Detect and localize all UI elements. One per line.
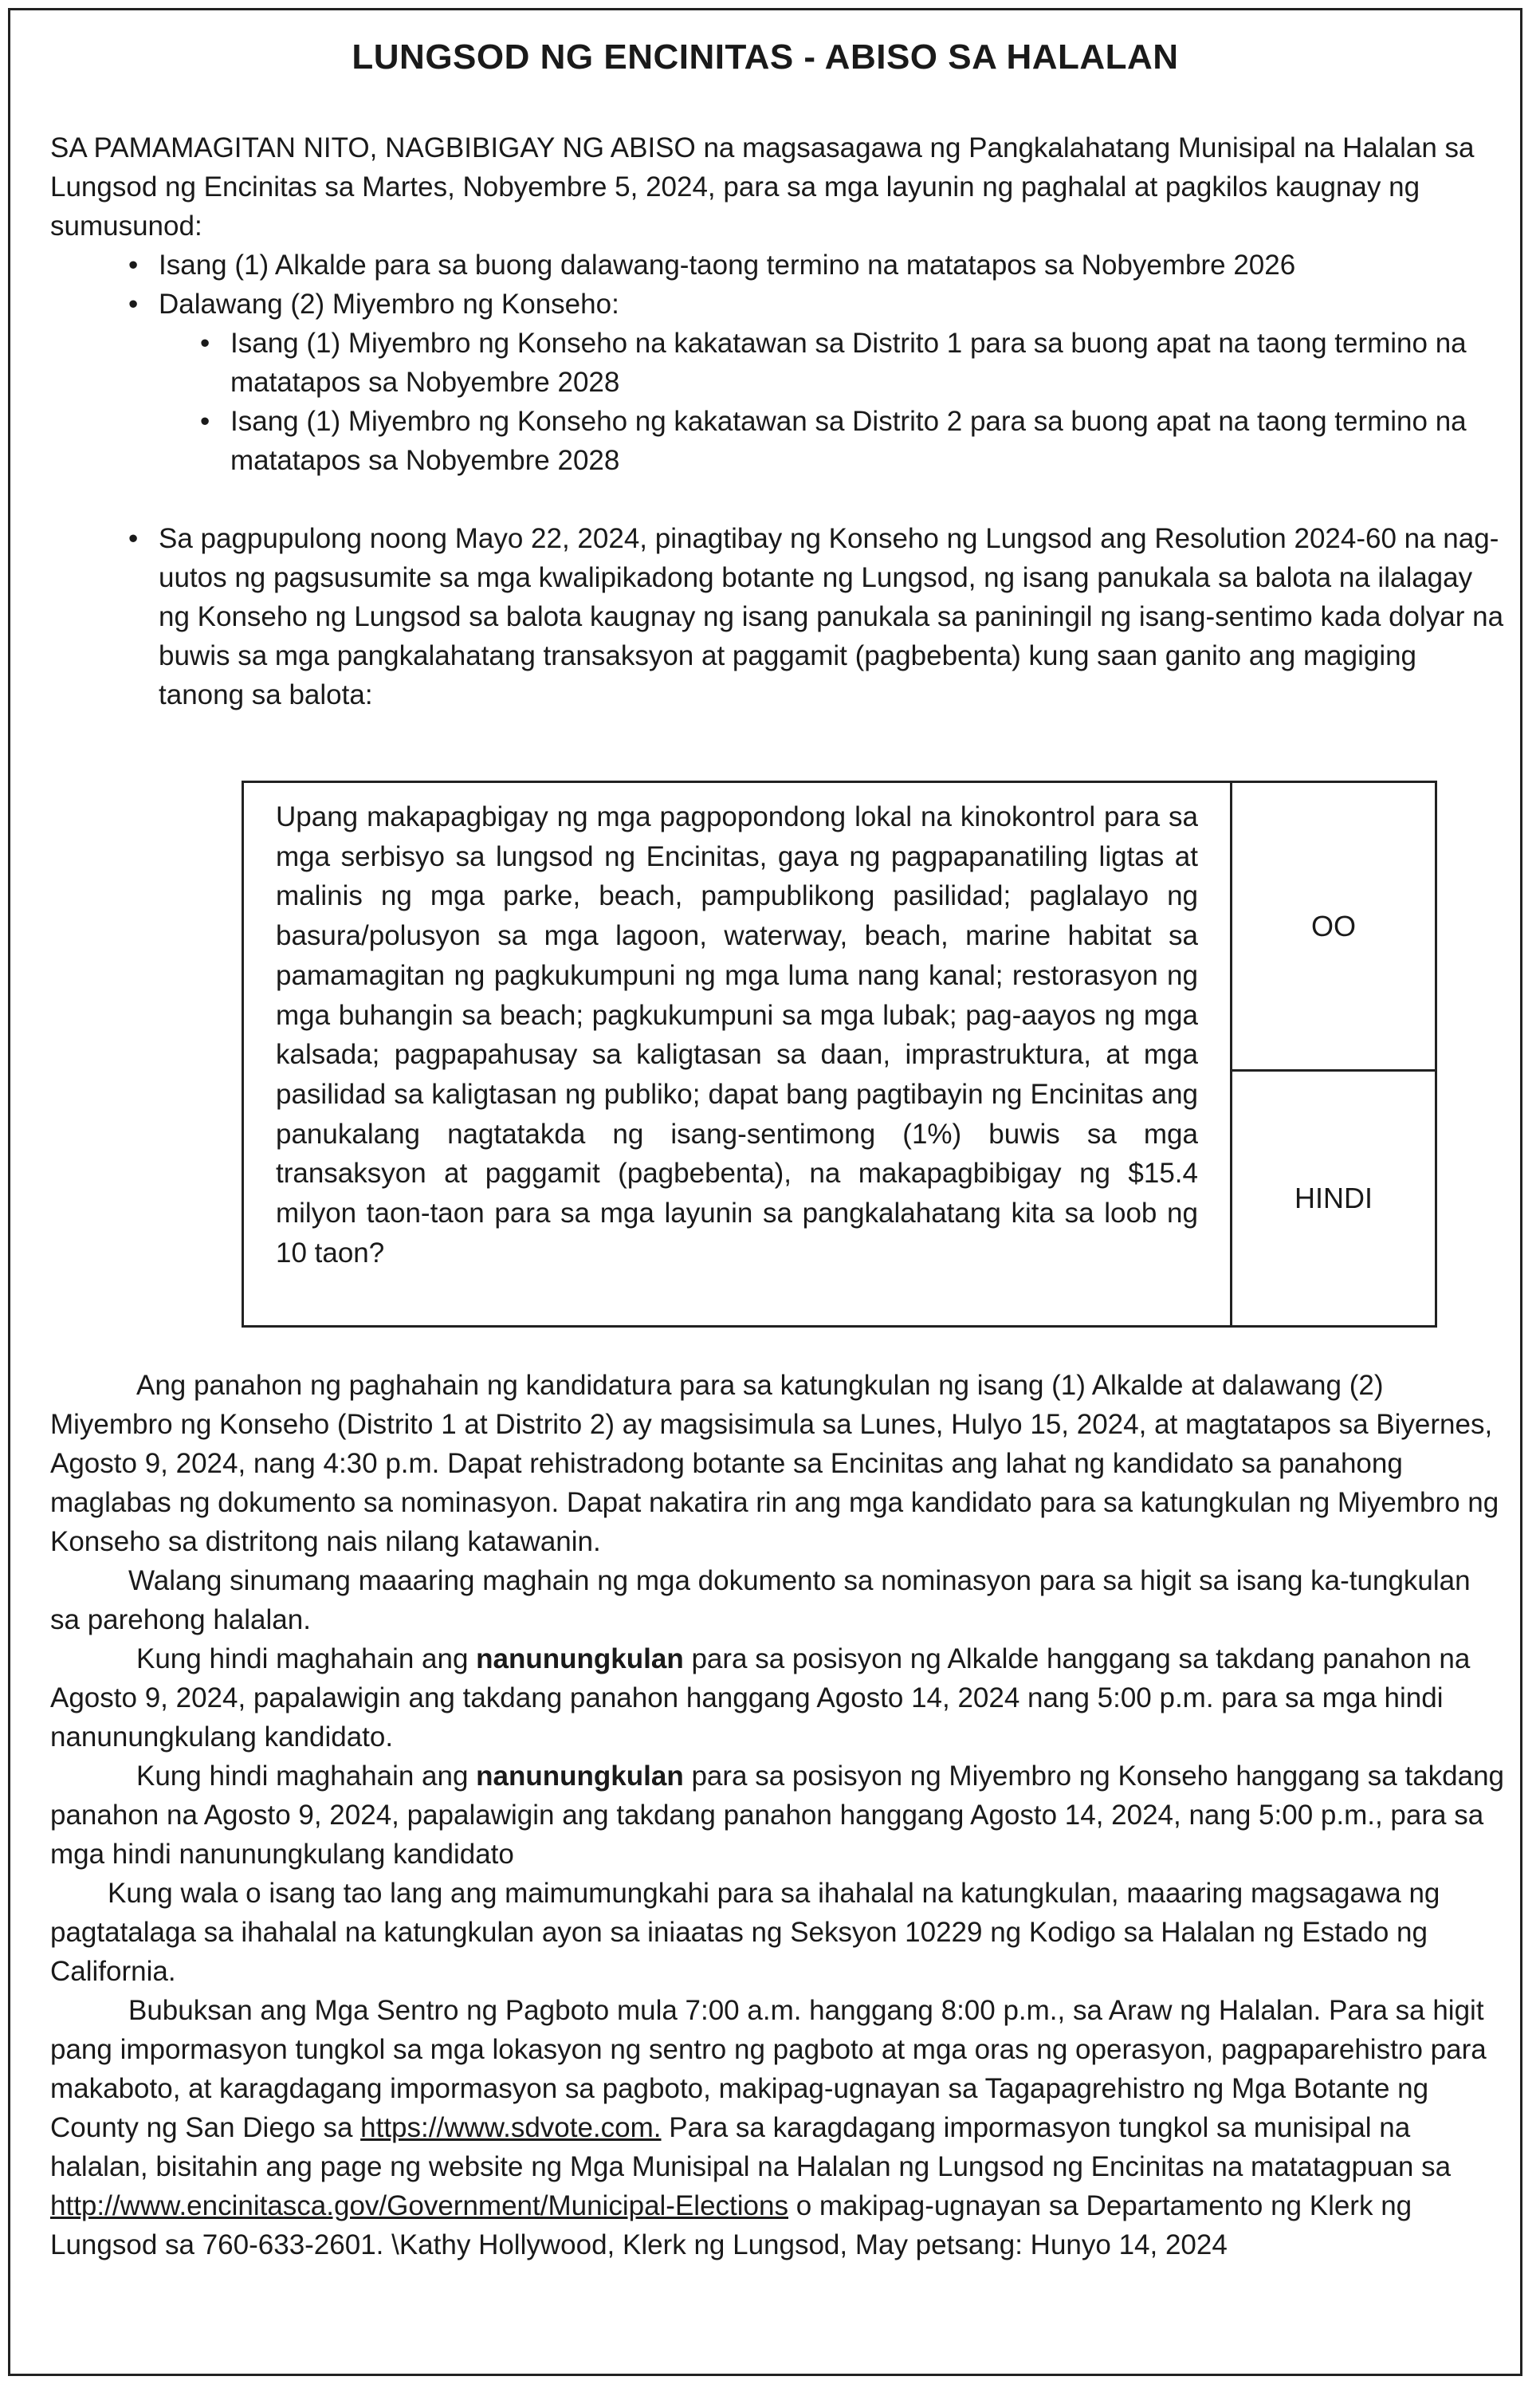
ballot-option-yes	[1232, 783, 1435, 1072]
single-office-paragraph: Walang sinumang maaaring maghain ng mga dokumento sa nominasyon para sa higit sa isang ka-tungkulan sa parehong halalan.	[50, 1565, 1471, 1635]
mayor-extension-paragraph: Kung hindi maghahain ang nanunungkulan para sa posisyon ng Alkalde hanggang sa takdang panahon na Agosto 9, 2024, papalawigin ang takdang panahon hanggang Agosto 14, 2024 nang 5:00 p.m. para sa mga hindi nanunungkulang kandidato.	[50, 1643, 1471, 1753]
notice-frame	[8, 8, 1522, 2376]
ballot-option-yes-label: OO	[1310, 909, 1356, 942]
bullet-icon: •	[128, 250, 139, 281]
ballot-option-no-label: HINDI	[1294, 1182, 1373, 1214]
vote-centers-paragraph: Bubuksan ang Mga Sentro ng Pagboto mula 7:00 a.m. hanggang 8:00 p.m., sa Araw ng Halalan. Para sa higit pang impormasyon tungkol sa mga lokasyon ng sentro ng pagboto at mga oras ng operasyon, pagpaparehistro para makaboto, at karagdagang impormasyon sa pagboto, makipag-ugnayan sa Tagapagrehistro ng Mga Botante ng County ng San Diego sa https://www.sdvote.com. Para sa karagdagang impormasyon tungkol sa munisipal na halalan, bisitahin ang page ng website ng Mga Munisipal na Halalan ng Lungsod ng Encinitas na matatagpuan sa http://www.encinitasca.gov/Government/Municipal-Elections o makipag-ugnayan sa Departamento ng Klerk ng Lungsod sa 760-633-2601. \Kathy Hollywood, Klerk ng Lungsod, May petsang: Hunyo 14, 2024	[50, 1995, 1487, 2260]
list-item-resolution	[128, 519, 1506, 714]
bullet-icon: •	[200, 406, 210, 437]
bullet-icon: •	[200, 328, 210, 359]
list-item-district-1	[200, 324, 1506, 402]
list-item-text: Sa pagpupulong noong Mayo 22, 2024, pinagtibay ng Konseho ng Lungsod ang Resolution 2024-60 na nag-uutos ng pagsusumite sa mga kwalipikadong botante ng Lungsod, ng isang panukala sa balota na ilalagay ng Konseho ng Lungsod sa balota kaugnay ng isang panukala sa paniningil ng isang-sentimo kada dolyar na buwis sa mga pangkalahatang transaksyon at paggamit (pagbebenta) kung saan ganito ang magiging tanong sa balota:	[159, 523, 1504, 710]
notice-title: LUNGSOD NG ENCINITAS - ABISO SA HALALAN	[352, 37, 1179, 77]
council-extension-paragraph: Kung hindi maghahain ang nanunungkulan para sa posisyon ng Miyembro ng Konseho hanggang sa takdang panahon na Agosto 9, 2024, papalawigin ang takdang panahon hanggang Agosto 14, 2024, nang 5:00 p.m., para sa mga hindi nanunungkulang kandidato	[50, 1761, 1505, 1870]
bullet-icon: •	[128, 523, 139, 554]
incumbent-term: nanunungkulan	[476, 1761, 684, 1792]
list-item-text: Dalawang (2) Miyembro ng Konseho:	[159, 289, 619, 320]
bullet-icon: •	[128, 289, 139, 320]
list-item-council	[128, 285, 1506, 324]
list-item-text: Isang (1) Miyembro ng Konseho ng kakatawan sa Distrito 2 para sa buong apat na taong termino na matatapos sa Nobyembre 2028	[230, 406, 1467, 476]
appointment-paragraph: Kung wala o isang tao lang ang maimumungkahi para sa ihahalal na katungkulan, maaaring magsagawa ng pagtatalaga sa ihahalal na katungkulan ayon sa iniaatas ng Seksyon 10229 ng Kodigo sa Halalan ng Estado ng California.	[50, 1878, 1440, 1987]
incumbent-term: nanunungkulan	[476, 1643, 684, 1674]
filing-period-paragraph: Ang panahon ng paghahain ng kandidatura para sa katungkulan ng isang (1) Alkalde at dalawang (2) Miyembro ng Konseho (Distrito 1 at Distrito 2) ay magsisimula sa Lunes, Hulyo 15, 2024, at magtatapos sa Biyernes, Agosto 9, 2024, nang 4:30 p.m. Dapat rehistradong botante sa Encinitas ang lahat ng kandidato sa panahong maglabas ng dokumento sa nominasyon. Dapat nakatira rin ang mga kandidato para sa katungkulan ng Miyembro ng Konseho sa distritong nais nilang katawanin.	[50, 1370, 1499, 1557]
list-item-text: Isang (1) Miyembro ng Konseho na kakatawan sa Distrito 1 para sa buong apat na taong termino na matatapos sa Nobyembre 2028	[230, 328, 1467, 398]
ballot-measure-box	[242, 781, 1437, 1328]
encinitas-elections-link[interactable]: http://www.encinitasca.gov/Government/Municipal-Elections	[50, 2190, 788, 2221]
intro-paragraph: SA PAMAMAGITAN NITO, NAGBIBIGAY NG ABISO na magsasagawa ng Pangkalahatang Munisipal na Halalan sa Lungsod ng Encinitas sa Martes, Nobyembre 5, 2024, para sa mga layunin ng paghalal at pagkilos kaugnay ng sumusunod:	[50, 132, 1475, 242]
ballot-question: Upang makapagbigay ng mga pagpopondong lokal na kinokontrol para sa mga serbisyo sa lungsod ng Encinitas, gaya ng pagpapanatiling ligtas at malinis ng mga parke, beach, pampublikong pasilidad; paglalayo ng basura/polusyon sa mga lagoon, waterway, beach, marine habitat sa pamamagitan ng pagkukumpuni ng mga luma nang kanal; restorasyon ng mga buhangin sa beach; pagkukumpuni sa mga lubak; pag-aayos ng mga kalsada; pagpapahusay sa kaligtasan sa daan, imprastruktura, at mga pasilidad sa kaligtasan ng publiko; dapat bang pagtibayin ng Encinitas ang panukalang nagtatakda ng isang-sentimong (1%) buwis sa mga transaksyon at paggamit (pagbebenta), na makapagbibigay ng $15.4 milyon taon-taon para sa mga layunin sa pangkalahatang kita sa loob ng 10 taon?	[244, 783, 1232, 1325]
ballot-option-no	[1232, 1072, 1435, 1325]
notice-body	[50, 1366, 1506, 2264]
list-item-district-2	[200, 402, 1506, 480]
list-item-text: Isang (1) Alkalde para sa buong dalawang-taong termino na matatapos sa Nobyembre 2026	[159, 250, 1296, 281]
list-item-mayor	[128, 246, 1506, 285]
sdvote-link[interactable]: https://www.sdvote.com.	[360, 2112, 662, 2143]
